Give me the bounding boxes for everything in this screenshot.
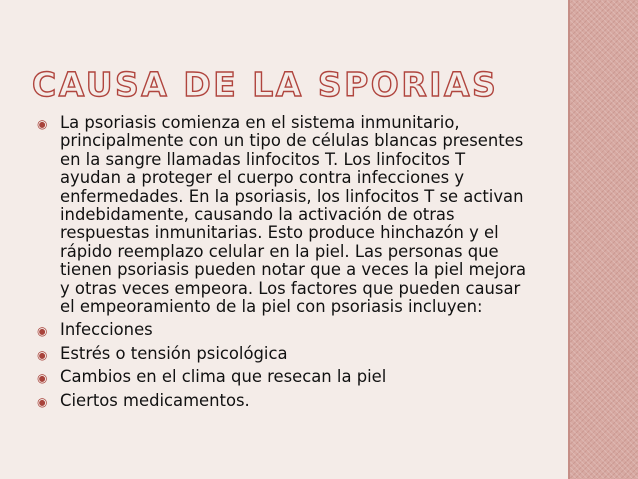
bullet-item-estres (37, 345, 527, 363)
bullet-list (37, 114, 527, 410)
bullet-text-clima: Cambios en el clima que resecan la piel (60, 367, 387, 387)
bullet-item-clima (37, 368, 527, 386)
target-bullet-icon: ◉ (37, 371, 48, 386)
bullet-text-estres: Estrés o tensión psicológica (60, 343, 288, 363)
slide-title-graphic (28, 60, 568, 112)
bullet-text-infecciones: Infecciones (60, 320, 153, 340)
slide-title: CAUSA DE LA SPORIAS (32, 65, 499, 104)
bullet-text-medicamentos: Ciertos medicamentos. (60, 390, 250, 410)
bullet-item-medicamentos (37, 392, 527, 410)
target-bullet-icon: ◉ (37, 117, 48, 131)
target-bullet-icon: ◉ (37, 394, 48, 409)
target-bullet-icon: ◉ (37, 347, 48, 362)
stripe-divider (568, 0, 570, 479)
decorative-right-stripe (570, 0, 638, 479)
target-bullet-icon: ◉ (37, 324, 48, 339)
bullet-text-causes: La psoriasis comienza en el sistema inmunitario, principalmente con un tipo de células blancas presentes en la sangre llamadas linfocitos T. Los linfocitos T ayudan a proteger el cuerpo contra infecciones y enfermedades. En la psoriasis, los linfocitos T se activan indebidamente, causando la activación de otras respuestas inmunitarias. Esto produce hinchazón y el rápido reemplazo celular en la piel. Las personas que tienen psoriasis pueden notar que a veces la piel mejora y otras veces empeora. Los factores que pueden causar el empeoramiento de la piel con psoriasis incluyen: (60, 113, 527, 317)
bullet-item-infecciones (37, 321, 527, 339)
bullet-item-causes (37, 114, 527, 316)
